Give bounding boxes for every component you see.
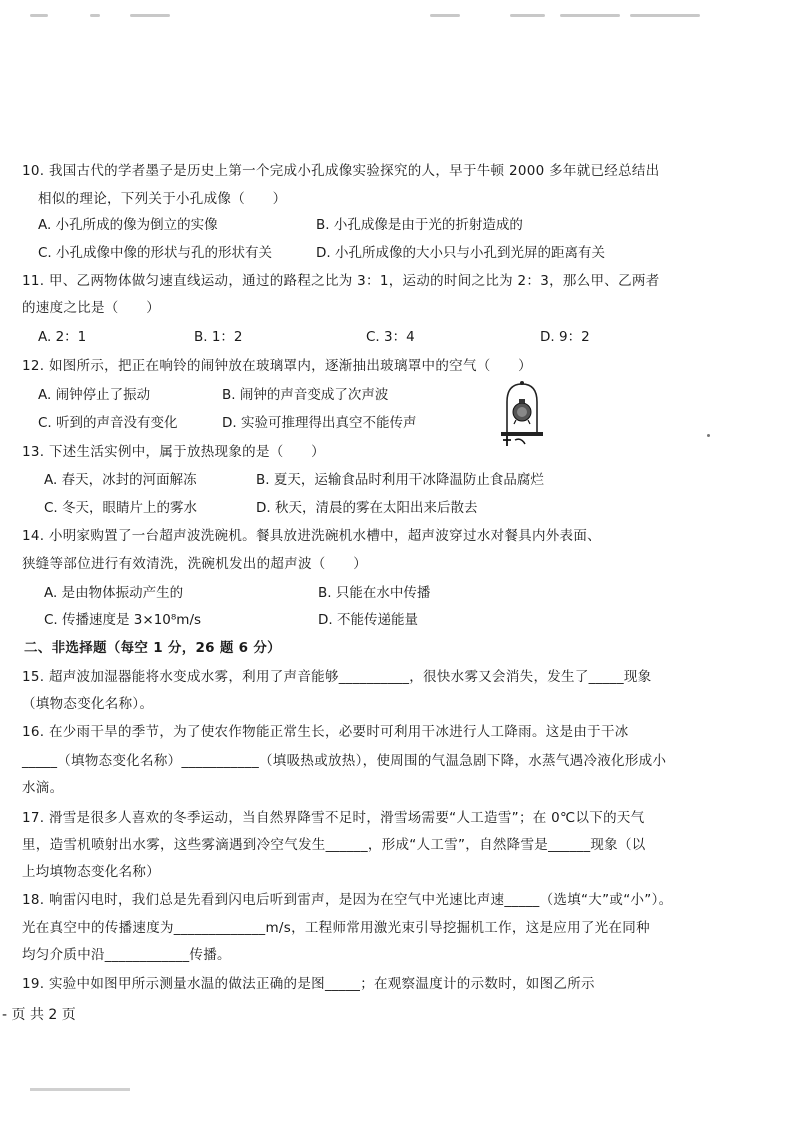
- q13-option-d: D. 秋天，清晨的雾在太阳出来后散去: [256, 500, 478, 516]
- q17-line1: 17. 滑雪是很多人喜欢的冬季运动，当自然界降雪不足时，滑雪场需要“人工造雪”；在 0℃以下的天气: [22, 810, 645, 826]
- q15-line1: 15. 超声波加湿器能将水变成水雾，利用了声音能够__________，很快水雾又会消失，发生了_____现象: [22, 669, 652, 685]
- q11-stem-line1: 11. 甲、乙两物体做匀速直线运动，通过的路程之比为 3：1，运动的时间之比为 2：3，那么甲、乙两者: [22, 273, 660, 289]
- q12-option-b: B. 闹钟的声音变成了次声波: [222, 387, 389, 403]
- q10-option-a: A. 小孔所成的像为倒立的实像: [38, 217, 218, 233]
- q14-option-b: B. 只能在水中传播: [318, 585, 431, 601]
- q14-stem-line1: 14. 小明家购置了一台超声波洗碗机。餐具放进洗碗机水槽中，超声波穿过水对餐具内外表面、: [22, 528, 601, 544]
- q18-line1: 18. 响雷闪电时，我们总是先看到闪电后听到雷声，是因为在空气中光速比声速_____（选填“大”或“小”）。: [22, 892, 673, 908]
- q18-line2: 光在真空中的传播速度为_____________m/s，工程师常用激光束引导挖掘机工作，这是应用了光在同种: [22, 920, 650, 936]
- q10-option-b: B. 小孔成像是由于光的折射造成的: [316, 217, 523, 233]
- q16-line3: 水滴。: [22, 780, 64, 796]
- q13-option-c: C. 冬天，眼睛片上的雾水: [44, 500, 198, 516]
- q10-stem-line1: 10. 我国古代的学者墨子是历史上第一个完成小孔成像实验探究的人，早于牛顿 2000 多年就已经总结出: [22, 163, 660, 179]
- q12-option-c: C. 听到的声音没有变化: [38, 415, 178, 431]
- scan-artifact-header: [30, 14, 770, 20]
- q10-option-c: C. 小孔成像中像的形状与孔的形状有关: [38, 245, 273, 261]
- q11-stem-line2: 的速度之比是（ ）: [22, 300, 160, 316]
- q14-option-d: D. 不能传递能量: [318, 612, 418, 628]
- q12-option-d: D. 实验可推理得出真空不能传声: [222, 415, 417, 431]
- q16-line2: _____（填物态变化名称）___________（填吸热或放热），使周围的气温急剧下降，水蒸气遇冷液化形成小: [22, 753, 667, 769]
- q17-line3: 上均填物态变化名称）: [22, 864, 160, 880]
- q14-option-c: C. 传播速度是 3×10⁸m/s: [44, 612, 202, 628]
- q11-option-c: C. 3：4: [366, 329, 415, 345]
- q19-line1: 19. 实验中如图甲所示测量水温的做法正确的是图_____；在观察温度计的示数时，如图乙所示: [22, 976, 595, 992]
- page-footer: - 页 共 2 页: [2, 1007, 76, 1023]
- q18-line3: 均匀介质中沿____________传播。: [22, 947, 231, 963]
- q16-line1: 16. 在少雨干旱的季节，为了使农作物能正常生长，必要时可利用干冰进行人工降雨。这是由于干冰: [22, 724, 629, 740]
- scan-artifact-footer: [30, 1088, 130, 1091]
- q17-line2: 里，造雪机喷射出水雾，这些雾滴遇到冷空气发生______，形成“人工雪”，自然降雪是______现象（以: [22, 837, 646, 853]
- q10-option-d: D. 小孔所成像的大小只与小孔到光屏的距离有关: [316, 245, 605, 261]
- q14-option-a: A. 是由物体振动产生的: [44, 585, 184, 601]
- q13-stem-line1: 13. 下述生活实例中，属于放热现象的是（ ）: [22, 444, 325, 460]
- section-2-heading: 二、非选择题（每空 1 分，26 题 6 分）: [24, 640, 281, 656]
- q14-stem-line2: 狭缝等部位进行有效清洗，洗碗机发出的超声波（ ）: [22, 556, 367, 572]
- scan-speck: [707, 434, 710, 437]
- q12-stem-line1: 12. 如图所示，把正在响铃的闹钟放在玻璃罩内，逐渐抽出玻璃罩中的空气（ ）: [22, 358, 532, 374]
- q13-option-a: A. 春天，冰封的河面解冻: [44, 472, 197, 488]
- q11-option-d: D. 9：2: [540, 329, 590, 345]
- q11-option-a: A. 2：1: [38, 329, 87, 345]
- q11-option-b: B. 1：2: [194, 329, 243, 345]
- q13-option-b: B. 夏天，运输食品时利用干冰降温防止食品腐烂: [256, 472, 544, 488]
- q15-line2: （填物态变化名称）。: [22, 696, 154, 712]
- bell-jar-alarm-clock-figure: [497, 380, 547, 448]
- q12-option-a: A. 闹钟停止了振动: [38, 387, 151, 403]
- q10-stem-line2: 相似的理论，下列关于小孔成像（ ）: [38, 191, 287, 207]
